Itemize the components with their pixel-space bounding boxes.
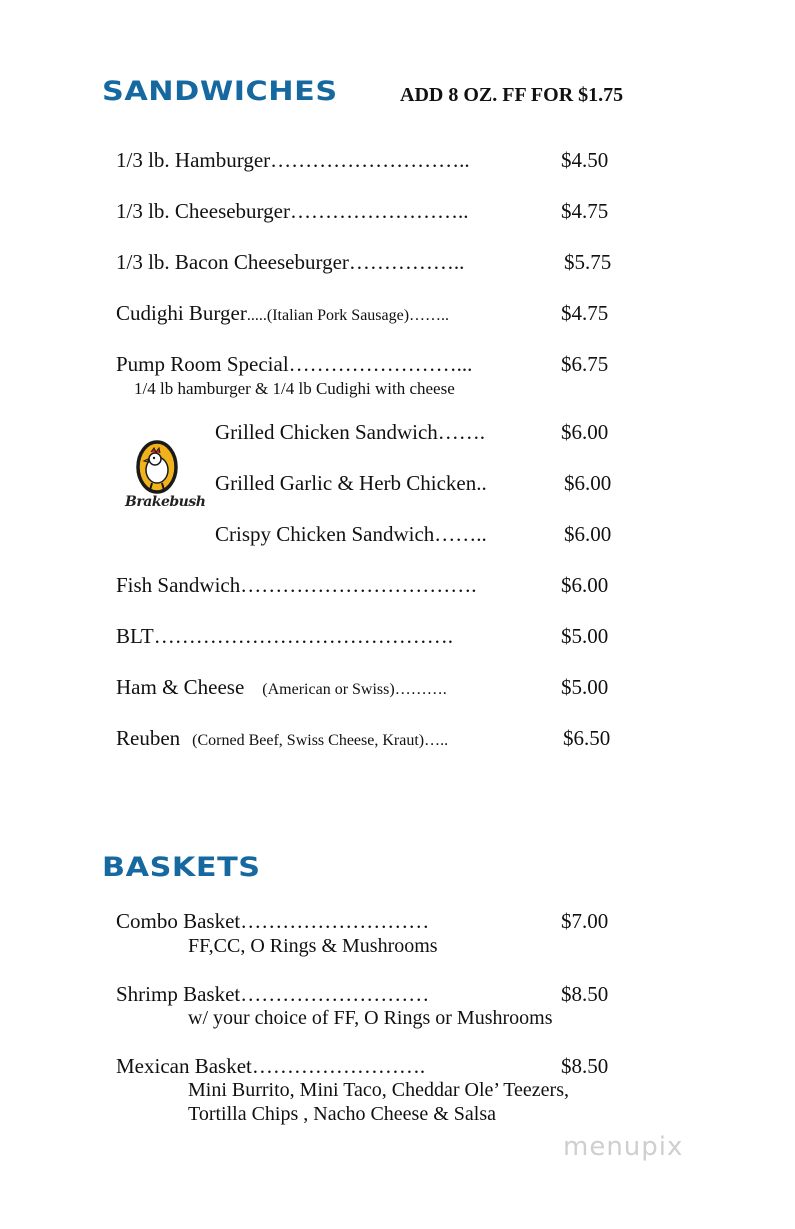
menu-item-name: Cudighi Burger	[116, 301, 247, 325]
menu-item-price: $5.00	[561, 675, 609, 699]
menu-item-description: Mini Burrito, Mini Taco, Cheddar Ole’ Teezers,	[188, 1079, 569, 1101]
menu-item-price: $4.50	[561, 148, 609, 172]
menu-item-name: 1/3 lb. Cheeseburger……………………..	[116, 199, 469, 223]
menu-item	[116, 726, 448, 751]
menu-item-price: $6.00	[564, 471, 612, 495]
menu-item-name: Shrimp Basket………………………	[116, 982, 430, 1006]
menu-item-description: FF,CC, O Rings & Mushrooms	[188, 935, 438, 957]
menu-item-name: 1/3 lb. Hamburger………………………..	[116, 148, 470, 172]
menu-item-note: (American or Swiss)……….	[262, 681, 447, 698]
menu-item-price: $7.00	[561, 909, 609, 933]
menu-item-note: .....(Italian Pork Sausage)……..	[246, 307, 450, 324]
menu-item-name: Reuben	[116, 726, 181, 750]
menu-item-price: $5.00	[561, 624, 609, 648]
menu-item-price: $6.00	[561, 420, 609, 444]
menu-item	[116, 301, 449, 326]
menu-item-description: 1/4 lb hamburger & 1/4 lb Cudighi with cheese	[134, 379, 455, 398]
menu-item-price: $4.75	[561, 199, 609, 223]
chicken-icon	[124, 440, 190, 498]
menu-item-name: Crispy Chicken Sandwich……..	[215, 522, 487, 546]
menu-item-price: $8.50	[561, 982, 609, 1006]
logo-brand-name: Brakebush	[125, 494, 206, 510]
menu-item-price: $6.75	[561, 352, 609, 376]
menu-item-name: Fish Sandwich…………………………….	[116, 573, 477, 597]
menu-item-description: w/ your choice of FF, O Rings or Mushrooms	[188, 1007, 553, 1029]
brakebush-logo	[124, 440, 206, 516]
menu-item-name: Grilled Chicken Sandwich…….	[215, 420, 486, 444]
menu-item-name: Pump Room Special……………………...	[116, 352, 473, 376]
baskets-heading: BASKETS	[102, 852, 261, 883]
menu-item-note: (Corned Beef, Swiss Cheese, Kraut)…..	[192, 732, 449, 749]
menu-item	[116, 675, 447, 700]
menu-item-name: Mexican Basket…………………….	[116, 1054, 426, 1078]
menu-item-name: Grilled Garlic & Herb Chicken..	[215, 471, 487, 495]
fries-addon-note: ADD 8 OZ. FF FOR $1.75	[400, 84, 624, 106]
menu-item-name: Ham & Cheese	[116, 675, 245, 699]
menu-item-price: $4.75	[561, 301, 609, 325]
menu-item-price: $5.75	[564, 250, 612, 274]
menu-item-price: $6.00	[561, 573, 609, 597]
menu-item-price: $6.00	[564, 522, 612, 546]
menu-item-price: $8.50	[561, 1054, 609, 1078]
menu-item-price: $6.50	[563, 726, 611, 750]
menu-item-description: Tortilla Chips , Nacho Cheese & Salsa	[188, 1103, 496, 1125]
menu-item-name: 1/3 lb. Bacon Cheeseburger……………..	[116, 250, 465, 274]
watermark: menupix	[563, 1132, 684, 1162]
menu-item-name: Combo Basket………………………	[116, 909, 430, 933]
sandwiches-heading: SANDWICHES	[102, 76, 338, 107]
menu-item-name: BLT…………………………………….	[116, 624, 453, 648]
